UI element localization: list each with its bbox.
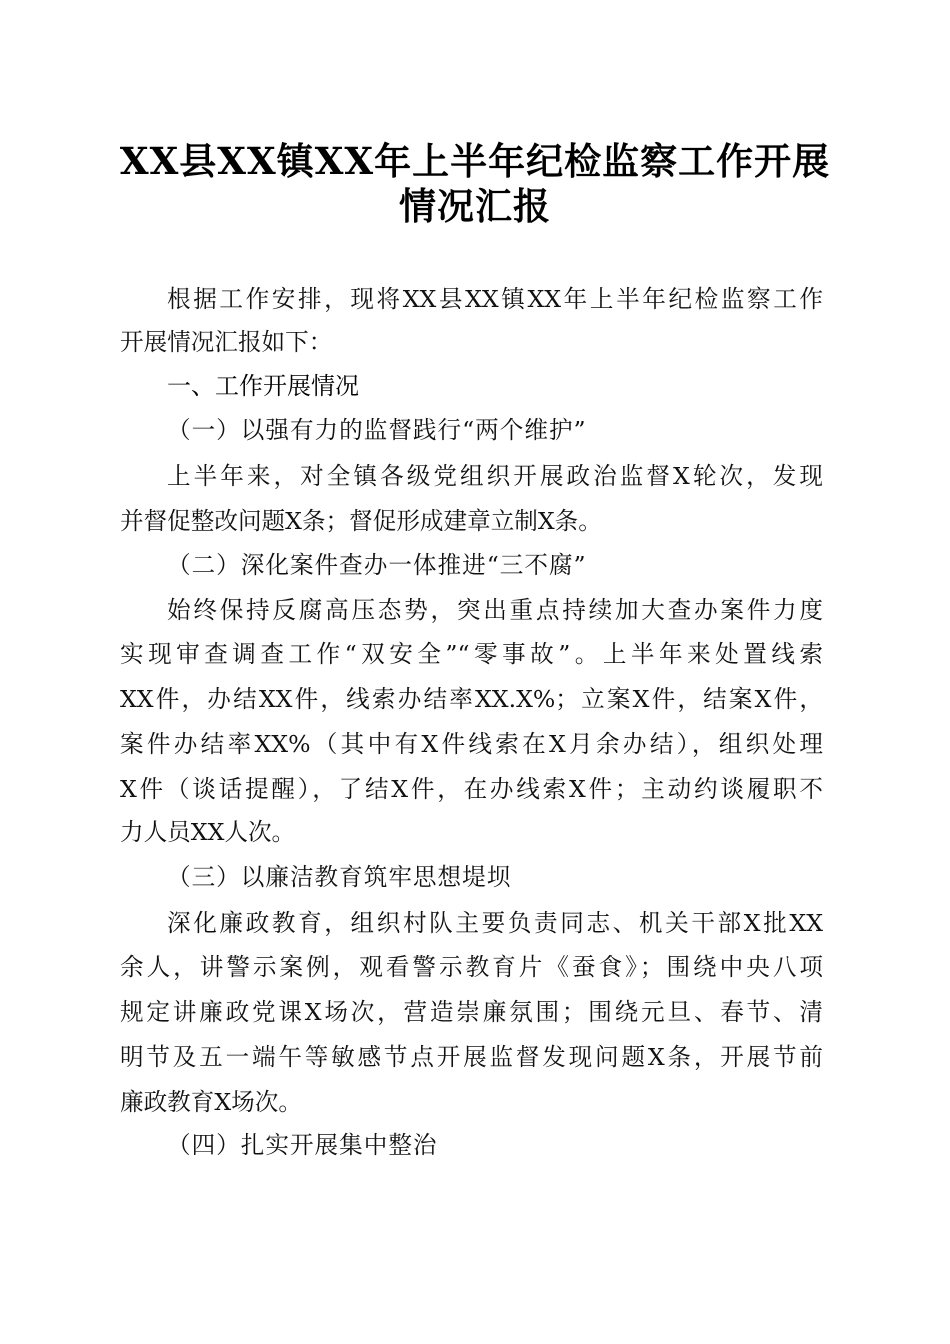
intro-line-1: 根据工作安排，现将XX县XX镇XX年上半年纪检监察工作 <box>167 285 823 313</box>
sub2-line-5: X件（谈话提醒），了结X件，在办线索X件；主动约谈履职不 <box>120 775 823 803</box>
sub3-line-4: 明节及五一端午等敏感节点开展监督发现问题X条，开展节前 <box>120 1043 823 1071</box>
document-title-line-1: XX县XX镇XX年上半年纪检监察工作开展 <box>119 139 831 183</box>
sub2-line-1: 始终保持反腐高压态势，突出重点持续加大查办案件力度 <box>167 596 823 624</box>
sub3-line-5: 廉政教育X场次。 <box>120 1088 302 1116</box>
sub3-line-1: 深化廉政教育，组织村队主要负责同志、机关干部X批XX <box>167 909 823 937</box>
sub2-line-3: XX件，办结XX件，线索办结率XX.X%；立案X件，结案X件， <box>120 685 823 713</box>
intro-line-2: 开展情况汇报如下： <box>120 328 333 356</box>
sub3-line-2: 余人，讲警示案例，观看警示教育片《蚕食》；围绕中央八项 <box>120 953 823 981</box>
sub1-line-2: 并督促整改问题X条；督促形成建章立制X条。 <box>120 507 602 535</box>
subsection-heading-1: （一）以强有力的监督践行“两个维护” <box>167 416 587 444</box>
sub2-line-4: 案件办结率XX%（其中有X件线索在X月余办结），组织处理 <box>120 730 823 758</box>
sub2-line-2: 实现审查调查工作“双安全”“零事故”。上半年来处置线索 <box>120 640 823 668</box>
sub3-line-3: 规定讲廉政党课X场次，营造崇廉氛围；围绕元旦、春节、清 <box>120 998 823 1026</box>
document-title-line-2: 情况汇报 <box>399 184 551 228</box>
sub1-line-1: 上半年来，对全镇各级党组织开展政治监督X轮次，发现 <box>167 462 823 490</box>
subsection-heading-2: （二）深化案件查办一体推进“三不腐” <box>167 551 587 579</box>
section-heading-1: 一、工作开展情况 <box>167 372 359 400</box>
subsection-heading-4: （四）扎实开展集中整治 <box>167 1131 438 1159</box>
sub2-line-6: 力人员XX人次。 <box>120 818 296 846</box>
subsection-heading-3: （三）以廉洁教育筑牢思想堤坝 <box>167 863 512 891</box>
